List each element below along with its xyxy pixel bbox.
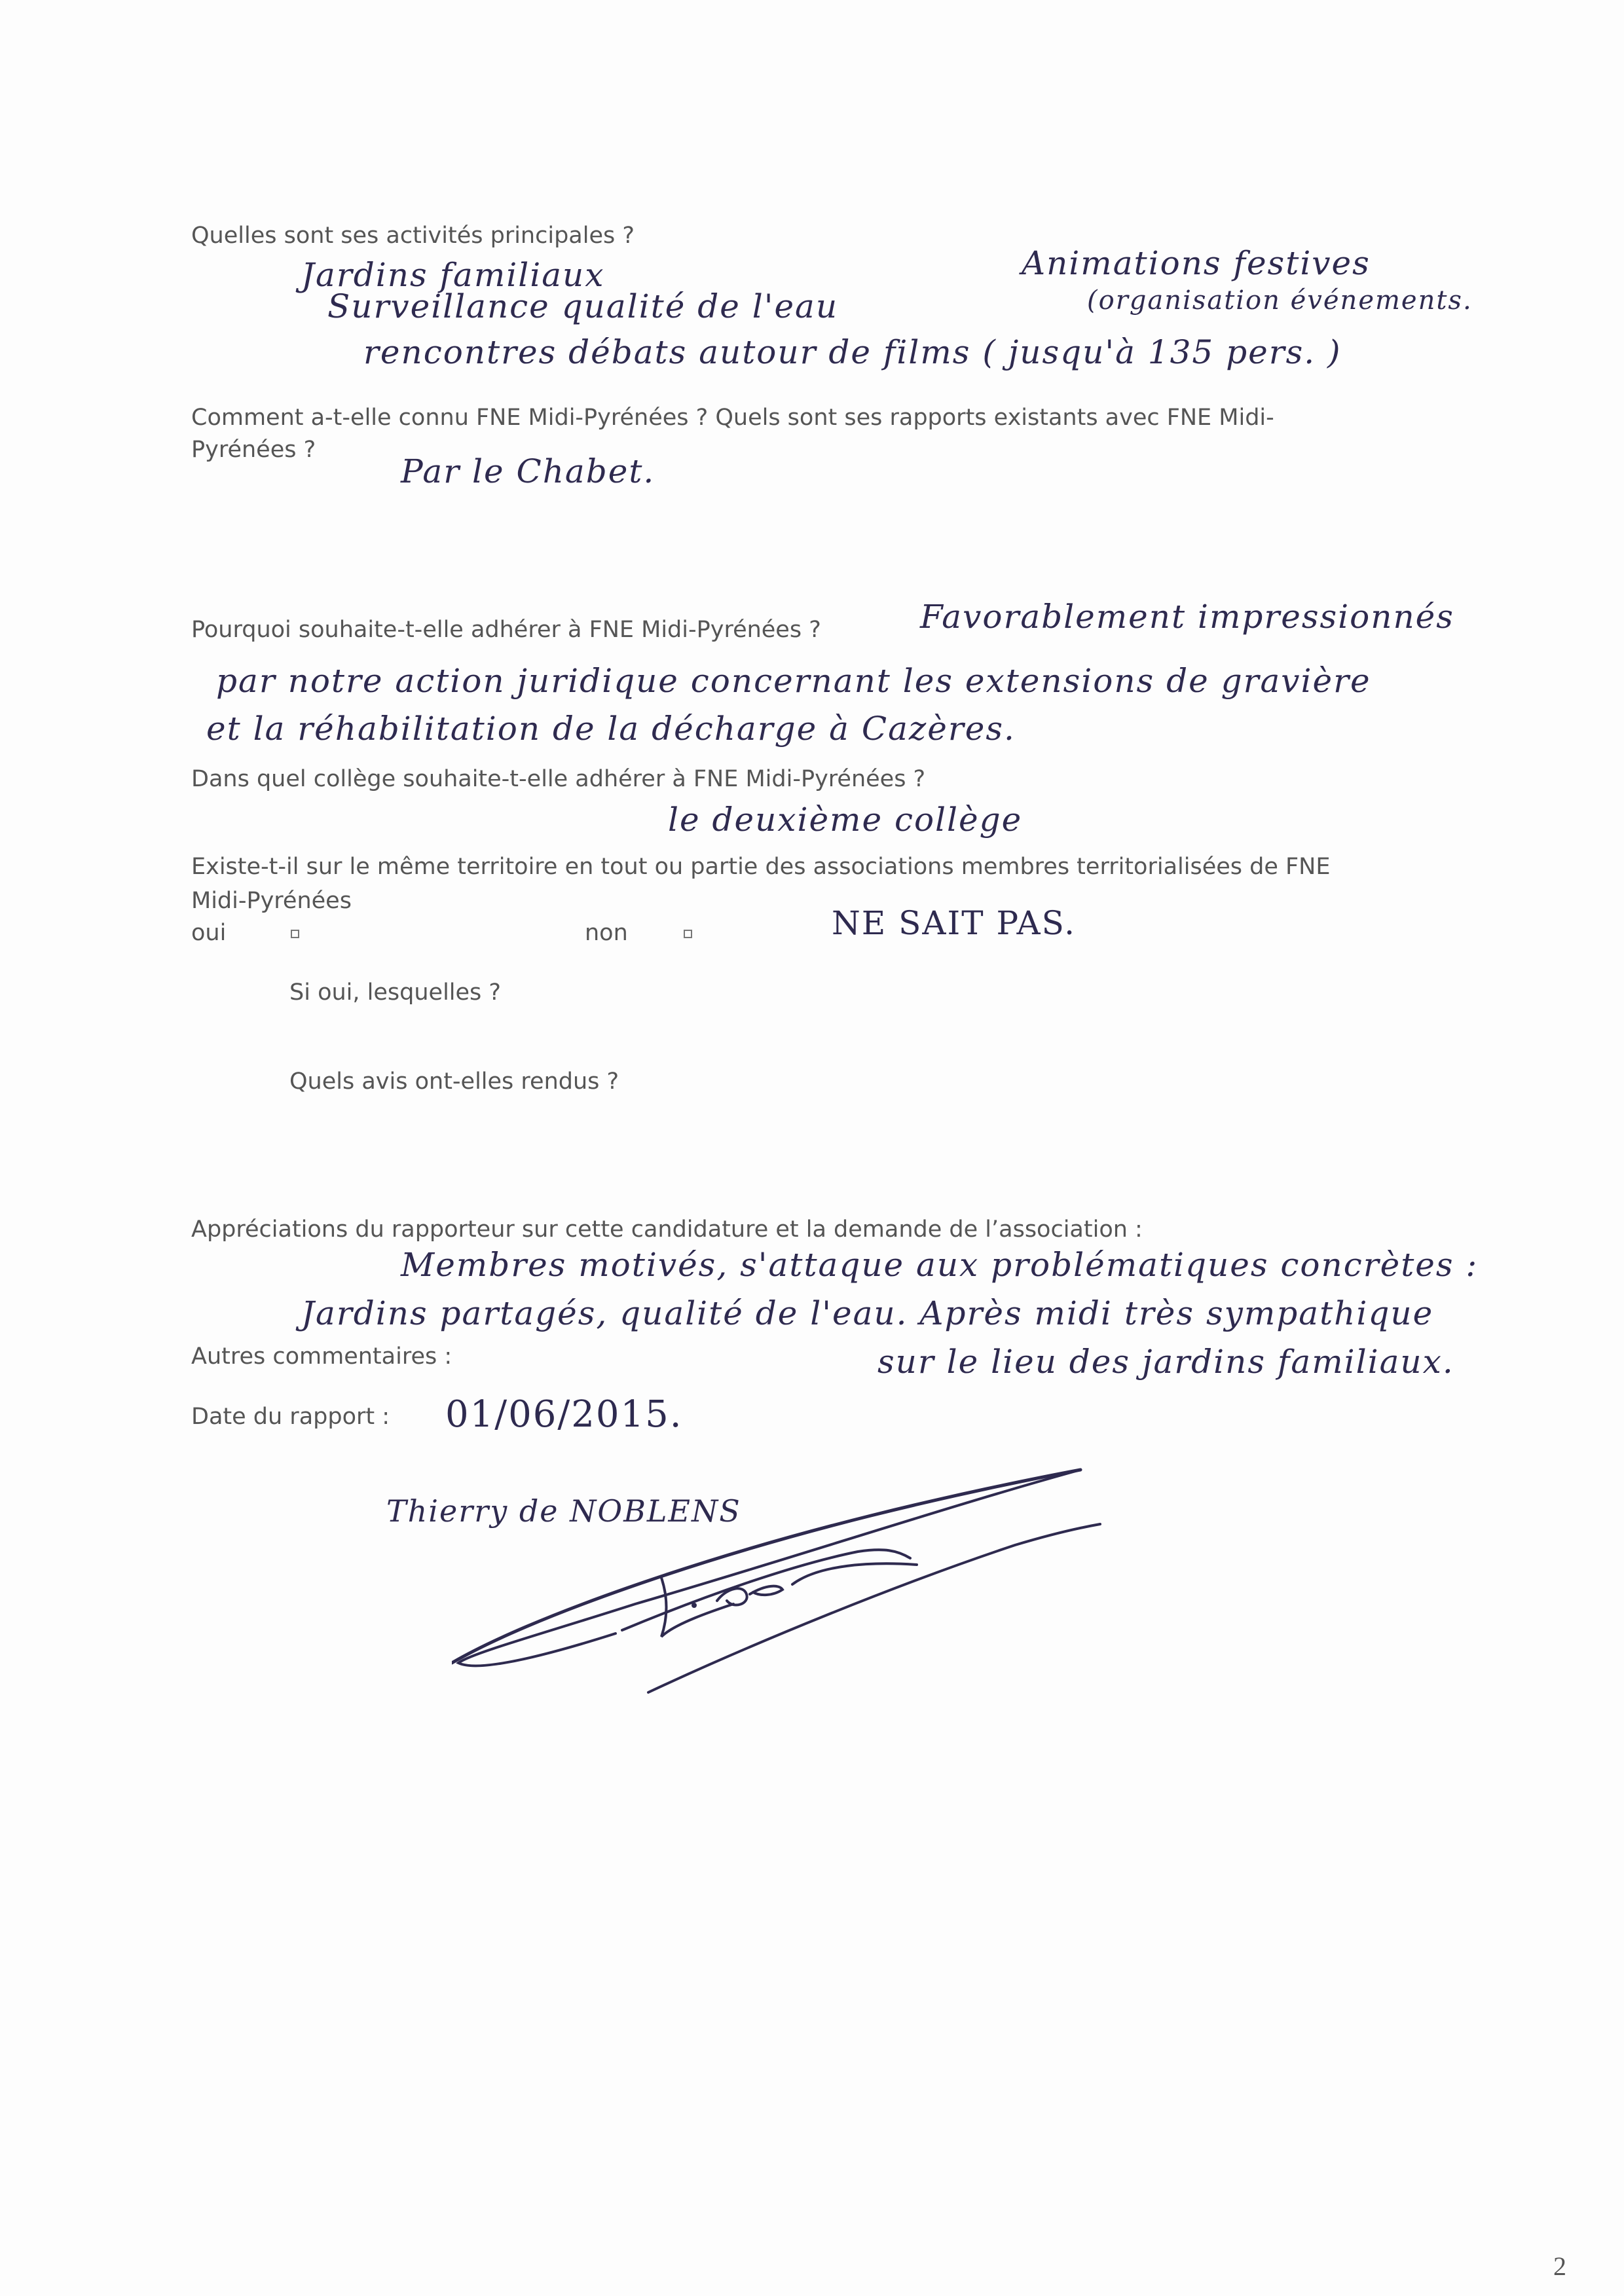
question-autres: Autres commentaires : (191, 1343, 452, 1370)
option-oui-label: oui (191, 920, 227, 946)
answer-pourquoi-line3: et la réhabilitation de la décharge à Cazères. (206, 710, 1016, 748)
answer-pourquoi-line1: Favorablement impressionnés (920, 598, 1454, 636)
option-non-label: non (585, 920, 628, 946)
answer-connu: Par le Chabet. (401, 452, 655, 490)
answer-pourquoi-line2: par notre action juridique concernant les extensions de gravière (216, 662, 1371, 700)
answer-appreciations-line1: Membres motivés, s'attaque aux problématiques concrètes : (401, 1246, 1479, 1284)
answer-appreciations-line2: Jardins partagés, qualité de l'eau. Après midi très sympathique (301, 1294, 1434, 1332)
question-college: Dans quel collège souhaite-t-elle adhérer à FNE Midi-Pyrénées ? (191, 766, 926, 792)
page-number: 2 (1553, 2251, 1566, 2281)
answer-date: 01/06/2015. (445, 1393, 683, 1436)
question-avis: Quels avis ont-elles rendus ? (289, 1068, 619, 1095)
oui-checkbox[interactable] (291, 930, 299, 938)
question-existe-line2: Midi-Pyrénées (191, 888, 352, 914)
question-lesquelles: Si oui, lesquelles ? (289, 979, 501, 1006)
question-pourquoi: Pourquoi souhaite-t-elle adhérer à FNE Midi-Pyrénées ? (191, 617, 821, 643)
answer-activites-line3: rencontres débats autour de films ( jusqu'à 135 pers. ) (363, 333, 1342, 371)
answer-activites-line1-right: Animations festives (1022, 244, 1371, 282)
non-checkbox[interactable] (684, 930, 692, 938)
answer-appreciations-line3: sur le lieu des jardins familiaux. (877, 1343, 1454, 1381)
question-existe-line1: Existe-t-il sur le même territoire en tout ou partie des associations membres territorialisées de FNE (191, 854, 1331, 880)
question-connu-line2: Pyrénées ? (191, 437, 316, 463)
signature-icon (452, 1467, 1107, 1715)
question-activites: Quelles sont ses activités principales ? (191, 223, 635, 249)
signatory-name: Thierry de NOBLENS (386, 1493, 741, 1529)
answer-activites-line2-left: Surveillance qualité de l'eau (327, 287, 839, 325)
question-appreciations: Appréciations du rapporteur sur cette candidature et la demande de l’association : (191, 1216, 1143, 1243)
question-connu-line1: Comment a-t-elle connu FNE Midi-Pyrénées ? Quels sont ses rapports existants avec FNE Midi- (191, 405, 1274, 431)
answer-existe: NE SAIT PAS. (832, 904, 1077, 942)
answer-college: le deuxième collège (668, 801, 1023, 839)
answer-activites-line1-left: Jardins familiaux (301, 256, 605, 294)
answer-activites-line2-right: (organisation événements. (1087, 285, 1473, 316)
question-date: Date du rapport : (191, 1404, 390, 1430)
